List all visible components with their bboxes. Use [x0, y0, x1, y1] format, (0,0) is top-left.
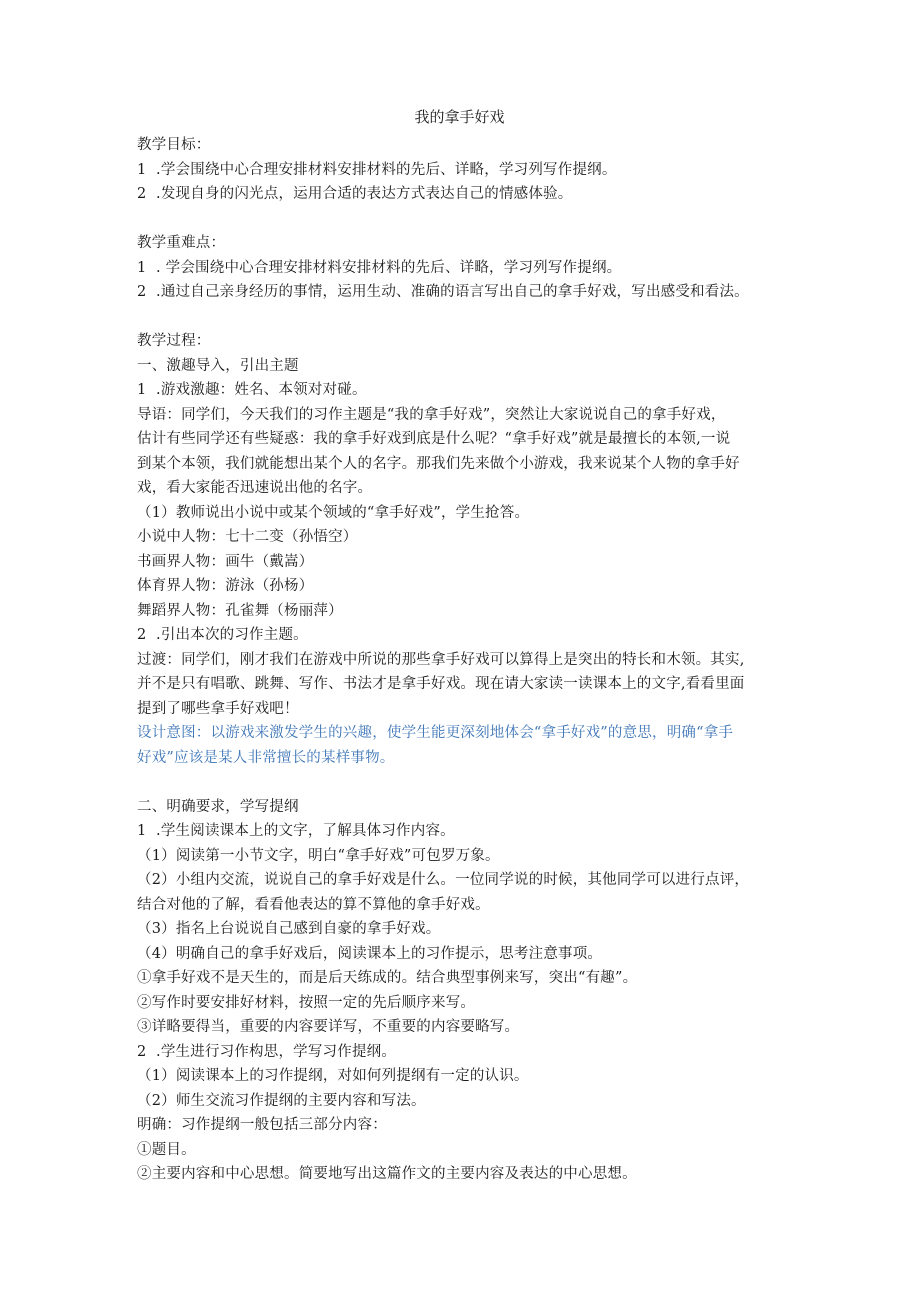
- design-intent-line: 好戏”应该是某人非常擅长的某样事物。: [137, 749, 395, 766]
- paragraph-gap: [137, 770, 820, 795]
- text-line: ①拿手好戏不是天生的，而是后天练成的。结合典型事例来写，突出“有趣”。: [137, 970, 638, 986]
- text-line: 教学过程：: [137, 333, 211, 349]
- text-line: 估计有些同学还有些疑惑：我的拿手好戏到底是什么呢？“拿手好戏”就是最擅长的本领,一说: [137, 431, 731, 447]
- text-line: 1 . 学会围绕中心合理安排材料安排材料的先后、详略，学习列写作提纲。: [137, 259, 622, 276]
- text-line: 体育界人物：游泳（孙杨）: [137, 578, 314, 594]
- text-line: 2 .通过自己亲身经历的事情，运用生动、准确的语言写出自己的拿手好戏，写出感受和看法。: [137, 284, 749, 300]
- text-line: ②主要内容和中心思想。简要地写出这篇作文的主要内容及表达的中心思想。: [137, 1166, 637, 1182]
- text-line: 并不是只有唱歌、跳舞、写作、书法才是拿手好戏。现在请大家读一读课本上的文字,看看里面: [137, 676, 745, 692]
- text-line: 2 .发现自身的闪光点，运用合适的表达方式表达自己的情感体验。: [137, 186, 573, 202]
- text-line: 导语：同学们，今天我们的习作主题是“我的拿手好戏”，突然让大家说说自己的拿手好戏，: [137, 406, 726, 423]
- text-line: 2 .引出本次的习作主题。: [137, 627, 308, 643]
- text-line: 1 .学生阅读课本上的文字，了解具体习作内容。: [137, 823, 455, 839]
- text-line: （1）阅读课本上的习作提纲，对如何列提纲有一定的认识。: [137, 1068, 529, 1084]
- text-line: 2 .学生进行习作构思，学写习作提纲。: [137, 1043, 397, 1060]
- text-line: 舞蹈界人物：孔雀舞（杨丽萍）: [137, 602, 343, 619]
- text-line: 明确：习作提纲一般包括三部分内容：: [137, 1117, 387, 1133]
- text-line: 戏，看大家能否迅速说出他的名字。: [137, 480, 373, 496]
- text-line: 小说中人物：七十二变（孙悟空）: [137, 529, 358, 545]
- design-intent-line: 设计意图：以游戏来激发学生的兴趣，使学生能更深刻地体会“拿手好戏”的意思，明确“拿手: [137, 725, 734, 741]
- document-body: [137, 133, 820, 1187]
- text-line: 教学重难点：: [137, 235, 226, 251]
- text-line: ②写作时要安排好材料，按照一定的先后顺序来写。: [137, 994, 476, 1011]
- text-line: （1）教师说出小说中或某个领域的“拿手好戏”，学生抢答。: [137, 504, 530, 521]
- text-line: ①题目。: [137, 1141, 196, 1158]
- text-line: 书画界人物：画牛（戴嵩）: [137, 553, 314, 570]
- text-line: 一、激趣导入，引出主题: [137, 357, 299, 374]
- text-line: （4）明确自己的拿手好戏后，阅读课本上的习作提示，思考注意事项。: [137, 945, 603, 962]
- text-line: ③详略要得当，重要的内容要详写，不重要的内容要略写。: [137, 1019, 520, 1035]
- text-line: 提到了哪些拿手好戏吧！: [137, 700, 299, 717]
- text-line: （2）师生交流习作提纲的主要内容和写法。: [137, 1092, 426, 1109]
- document-title: 我的拿手好戏: [414, 108, 505, 126]
- text-line: 教学目标：: [137, 137, 211, 153]
- text-line: 1 .学会围绕中心合理安排材料安排材料的先后、详略，学习列写作提纲。: [137, 161, 617, 178]
- paragraph-gap: [137, 305, 820, 330]
- text-line: （2）小组内交流，说说自己的拿手好戏是什么。一位同学说的时候，其他同学可以进行点评，: [137, 872, 750, 888]
- text-line: 1 .游戏激趣：姓名、本领对对碰。: [137, 382, 367, 398]
- text-line: 二、明确要求，学写提纲: [137, 798, 299, 815]
- text-line: 过渡：同学们，刚才我们在游戏中所说的那些拿手好戏可以算得上是突出的特长和木领。其实,: [137, 651, 745, 668]
- text-line: （3）指名上台说说自己感到自豪的拿手好戏。: [137, 921, 441, 937]
- text-line: 结合对他的了解，看看他表达的算不算他的拿手好戏。: [137, 896, 490, 913]
- paragraph-gap: [137, 207, 820, 232]
- text-line: 到某个本领，我们就能想出某个人的名字。那我们先来做个小游戏，我来说某个人物的拿手好: [137, 455, 740, 472]
- text-line: （1）阅读第一小节文字，明白“拿手好戏”可包罗万象。: [137, 847, 500, 864]
